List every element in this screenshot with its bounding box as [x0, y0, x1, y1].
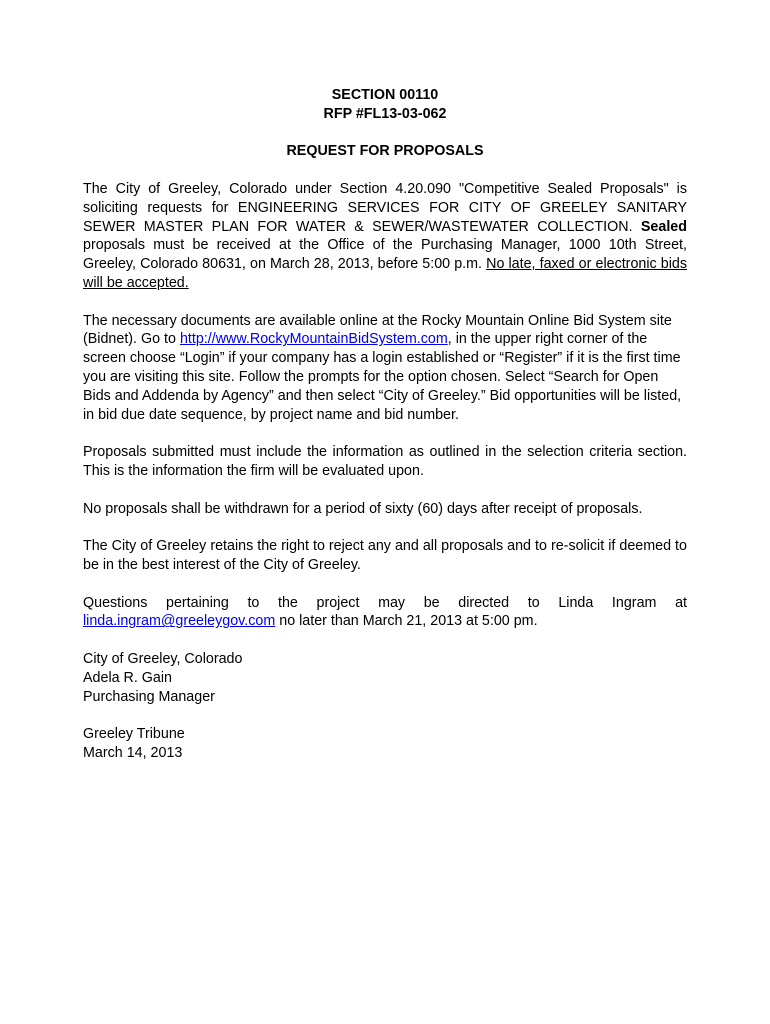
- withdrawal-paragraph: No proposals shall be withdrawn for a period of sixty (60) days after receipt of proposals.: [83, 500, 643, 517]
- intro-late-bids-notice: No late, faxed or electronic bids will be accepted.: [83, 256, 687, 291]
- questions-text-1: Questions pertaining to the project may be directed to Linda Ingram at: [83, 594, 687, 611]
- contact-email-link[interactable]: linda.ingram@greeleygov.com: [83, 613, 276, 630]
- documents-text-2: , in the upper right corner of the screen choose “Login” if your company has a login established or “Register” if it is the first time you are visiting this site. Follow the prompts for the option chosen. Select “Search for Open Bids and Addenda by Agency” and then select “City of Greeley.” Bid opportunities will be listed, in bid due date sequence, by project name and bid number.: [83, 331, 682, 423]
- intro-paragraph: [83, 180, 687, 293]
- documents-text-1: The necessary documents are available online at the Rocky Mountain Online Bid System site (Bidnet). Go to: [83, 312, 672, 348]
- questions-text-2: no later than March 21, 2013 at 5:00 pm.: [279, 613, 538, 630]
- rights-paragraph: The City of Greeley retains the right to reject any and all proposals and to re-solicit if deemed to be in the best interest of the City of Greeley.: [83, 538, 687, 573]
- questions-paragraph: [83, 594, 687, 632]
- intro-text-1: The City of Greeley, Colorado under Section 4.20.090 "Competitive Sealed Proposals" is soliciting requests for ENGINEERING SERVICES FOR CITY OF GREELEY SANITARY SEWER MASTER PLAN FOR WATER & SEWER/WASTEWATER COLLECTION.: [83, 180, 687, 235]
- signature-organization: City of Greeley, Colorado: [83, 650, 243, 667]
- intro-sealed-emphasis: Sealed: [640, 218, 687, 235]
- signature-block: [83, 650, 687, 706]
- signature-name: Adela R. Gain: [83, 669, 173, 686]
- document-heading: [83, 86, 687, 180]
- publication-paper: Greeley Tribune: [83, 726, 185, 743]
- document-body: [83, 86, 687, 781]
- intro-text-2: proposals must be received at the Office of the Purchasing Manager, 1000 10th Street, Greeley, Colorado 80631, on March 28, 2013, before 5:00 p.m.: [83, 237, 687, 273]
- section-number: SECTION 00110: [331, 87, 439, 103]
- rfp-number: RFP #FL13-03-062: [323, 105, 447, 122]
- bid-system-link[interactable]: http://www.RockyMountainBidSystem.com: [179, 331, 448, 348]
- document-title: REQUEST FOR PROPOSALS: [286, 143, 484, 160]
- publication-date: March 14, 2013: [83, 744, 183, 761]
- documents-paragraph: [83, 312, 687, 425]
- criteria-paragraph: Proposals submitted must include the information as outlined in the selection criteria section. This is the information the firm will be evaluated upon.: [83, 444, 687, 479]
- publication-block: [83, 725, 687, 763]
- signature-role: Purchasing Manager: [83, 688, 215, 705]
